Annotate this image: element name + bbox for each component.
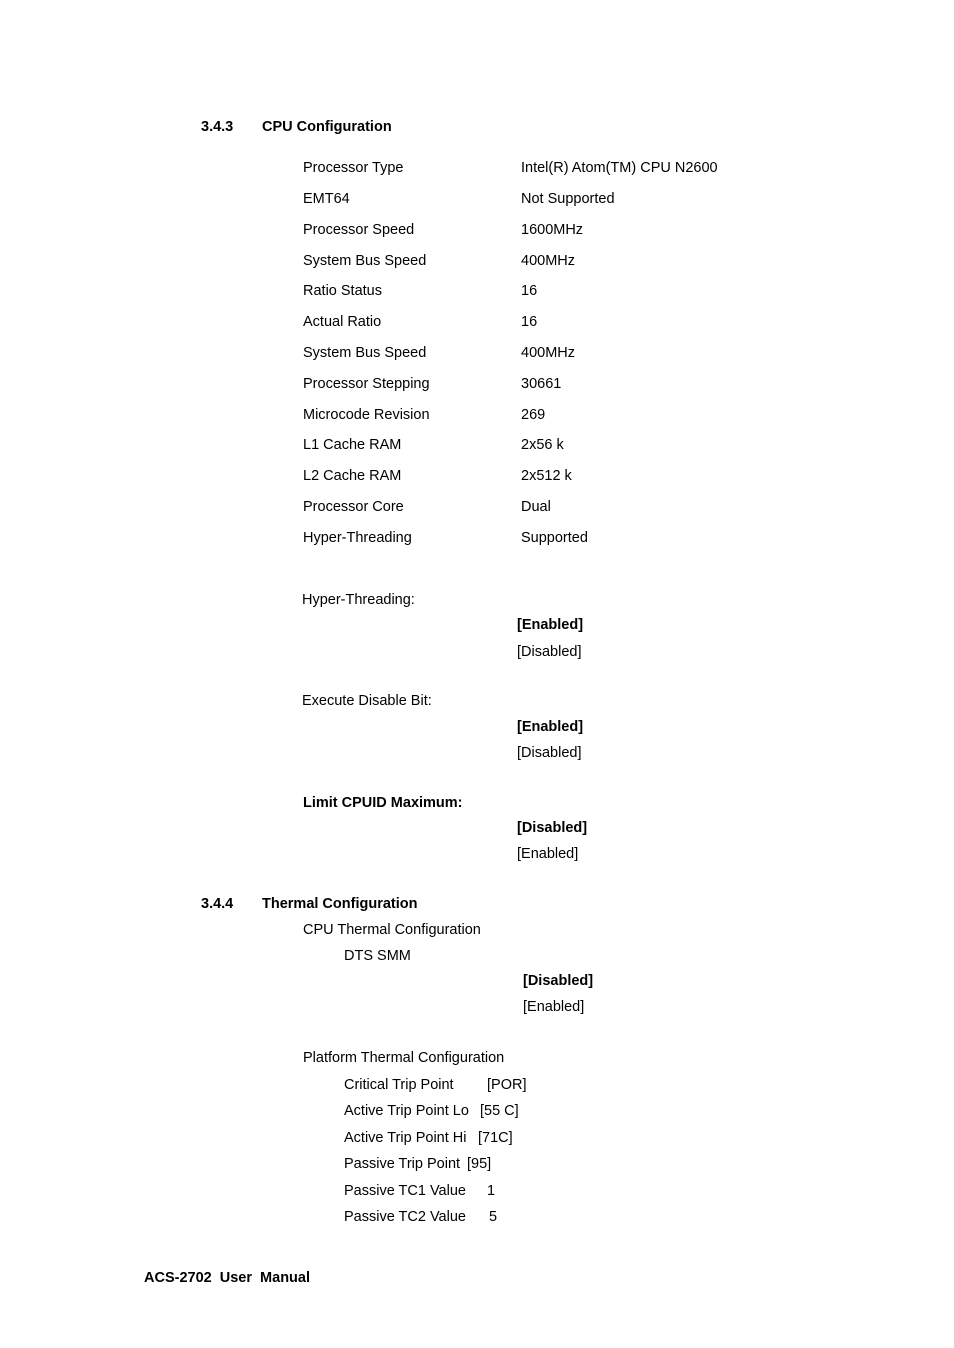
section-number: 3.4.4 (201, 896, 234, 912)
setting-execute-disable-alternate: [Disabled] (517, 745, 582, 761)
info-value: 30661 (521, 376, 562, 392)
info-label: System Bus Speed (303, 253, 427, 269)
info-value: 400MHz (521, 253, 575, 269)
list-item: Passive TC2 Value (344, 1209, 466, 1225)
info-value: Supported (521, 530, 588, 546)
setting-execute-disable-label: Execute Disable Bit: (302, 693, 432, 709)
setting-hyper-threading-label: Hyper-Threading: (302, 592, 415, 608)
info-value: Not Supported (521, 191, 615, 207)
info-value: 16 (521, 314, 538, 330)
list-item-value: 1 (487, 1183, 496, 1199)
list-item-value: 5 (489, 1209, 498, 1225)
info-value: Intel(R) Atom(TM) CPU N2600 (521, 160, 718, 176)
list-item-value: [71C] (478, 1130, 513, 1146)
info-label: Processor Speed (303, 222, 415, 238)
info-label: L2 Cache RAM (303, 468, 402, 484)
info-label: Hyper-Threading (303, 530, 412, 546)
info-label: Processor Core (303, 499, 404, 515)
info-value: 400MHz (521, 345, 575, 361)
info-value: 1600MHz (521, 222, 584, 238)
info-value: 2x56 k (521, 437, 564, 453)
info-value: 2x512 k (521, 468, 572, 484)
list-item: Passive Trip Point (344, 1156, 461, 1172)
cpu-thermal-label: CPU Thermal Configuration (303, 922, 481, 938)
info-label: Ratio Status (303, 283, 382, 299)
list-item: Active Trip Point Lo (344, 1103, 469, 1119)
info-label: Processor Stepping (303, 376, 430, 392)
info-value: Dual (521, 499, 551, 515)
info-value: 16 (521, 283, 538, 299)
list-item: Active Trip Point Hi (344, 1130, 467, 1146)
setting-hyper-threading-alternate: [Disabled] (517, 644, 582, 660)
dts-smm-alternate: [Enabled] (523, 999, 585, 1015)
list-item: Critical Trip Point (344, 1077, 454, 1093)
setting-limit-cpuid-default: [Disabled] (517, 820, 588, 836)
setting-limit-cpuid-label: Limit CPUID Maximum: (303, 795, 463, 811)
list-item-value: [95] (467, 1156, 492, 1172)
info-label: L1 Cache RAM (303, 437, 402, 453)
info-value: 269 (521, 407, 546, 423)
setting-execute-disable-default: [Enabled] (517, 719, 584, 735)
footer-manual-title: ACS-2702 User Manual (144, 1270, 311, 1286)
section-title: CPU Configuration (262, 119, 392, 135)
list-item-value: [55 C] (480, 1103, 519, 1119)
dts-smm-default: [Disabled] (523, 973, 594, 989)
list-item-value: [POR] (487, 1077, 527, 1093)
setting-hyper-threading-default: [Enabled] (517, 617, 584, 633)
dts-smm-label: DTS SMM (344, 948, 411, 964)
info-label: Processor Type (303, 160, 404, 176)
section-title: Thermal Configuration (262, 896, 418, 912)
list-item: Passive TC1 Value (344, 1183, 466, 1199)
section-number: 3.4.3 (201, 119, 234, 135)
info-label: System Bus Speed (303, 345, 427, 361)
info-label: Actual Ratio (303, 314, 382, 330)
info-label: EMT64 (303, 191, 350, 207)
setting-limit-cpuid-alternate: [Enabled] (517, 846, 579, 862)
info-label: Microcode Revision (303, 407, 430, 423)
platform-thermal-label: Platform Thermal Configuration (303, 1050, 505, 1066)
